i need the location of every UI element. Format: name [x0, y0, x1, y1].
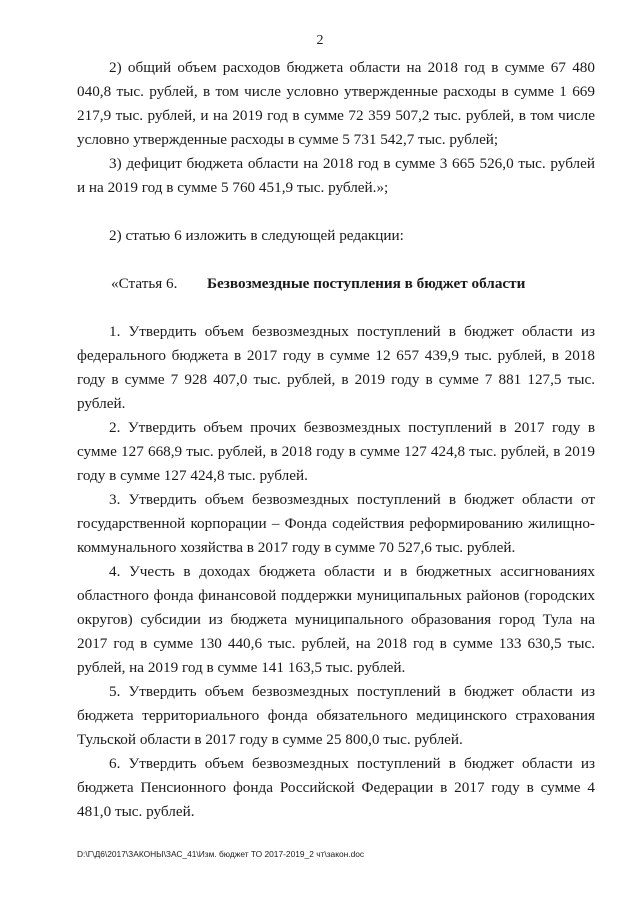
paragraph-item-3: 3. Утвердить объем безвозмездных поступлений в бюджет области от государственной корпорации – Фонда содействия реформированию жилищно-коммунального хозяйства в 2017 году в сумме 70 527,6 тыс. рублей.	[77, 491, 595, 556]
paragraph-deficit: 3) дефицит бюджета области на 2018 год в сумме 3 665 526,0 тыс. рублей и на 2019 год в сумме 5 760 451,9 тыс. рублей.»;	[77, 155, 595, 196]
paragraph-expenses: 2) общий объем расходов бюджета области на 2018 год в сумме 67 480 040,8 тыс. рублей, в том числе условно утвержденные расходы в сумме 1 669 217,9 тыс. рублей, и на 2019 год в сумме 72 359 507,2 тыс. рублей, в том числе условно утвержденные расходы в сумме 5 731 542,7 тыс. рублей;	[77, 59, 595, 148]
paragraph-article-6-amendment: 2) статью 6 изложить в следующей редакции:	[109, 227, 404, 244]
file-path-footer: D:\Г\Д6\2017\ЗАКОНЫ\ЗАС_41\Изм. бюджет ТО 2017-2019_2 чт\закон.doc	[77, 849, 365, 859]
paragraph-item-6: 6. Утвердить объем безвозмездных поступлений в бюджет области из бюджета Пенсионного фонда Российской Федерации в 2017 году в сумме 4 481,0 тыс. рублей.	[77, 755, 595, 820]
paragraph-item-1: 1. Утвердить объем безвозмездных поступлений в бюджет области из федерального бюджета в 2017 году в сумме 12 657 439,9 тыс. рублей, в 2018 году в сумме 7 928 407,0 тыс. рублей, в 2019 году в сумме 7 881 127,5 тыс. рублей.	[77, 323, 595, 412]
paragraph-item-2: 2. Утвердить объем прочих безвозмездных поступлений в 2017 году в сумме 127 668,9 тыс. рублей, в 2018 году в сумме 127 424,8 тыс. рублей, в 2019 году в сумме 127 424,8 тыс. рублей.	[77, 419, 595, 484]
article-number: «Статья 6.	[111, 275, 178, 292]
page-number: 2	[316, 33, 324, 48]
paragraph-item-4: 4. Учесть в доходах бюджета области и в бюджетных ассигнованиях областного фонда финансовой поддержки муниципальных районов (городских округов) субсидии из бюджета муниципального образования город Тула на 2017 год в сумме 130 440,6 тыс. рублей, на 2018 год в сумме 133 630,5 тыс. рублей, на 2019 год в сумме 141 163,5 тыс. рублей.	[77, 563, 595, 676]
article-heading	[111, 272, 611, 296]
article-title: Безвозмездные поступления в бюджет области	[207, 275, 526, 292]
paragraph-item-5: 5. Утвердить объем безвозмездных поступлений в бюджет области из бюджета территориального фонда обязательного медицинского страхования Тульской области в 2017 году в сумме 25 800,0 тыс. рублей.	[77, 683, 595, 748]
